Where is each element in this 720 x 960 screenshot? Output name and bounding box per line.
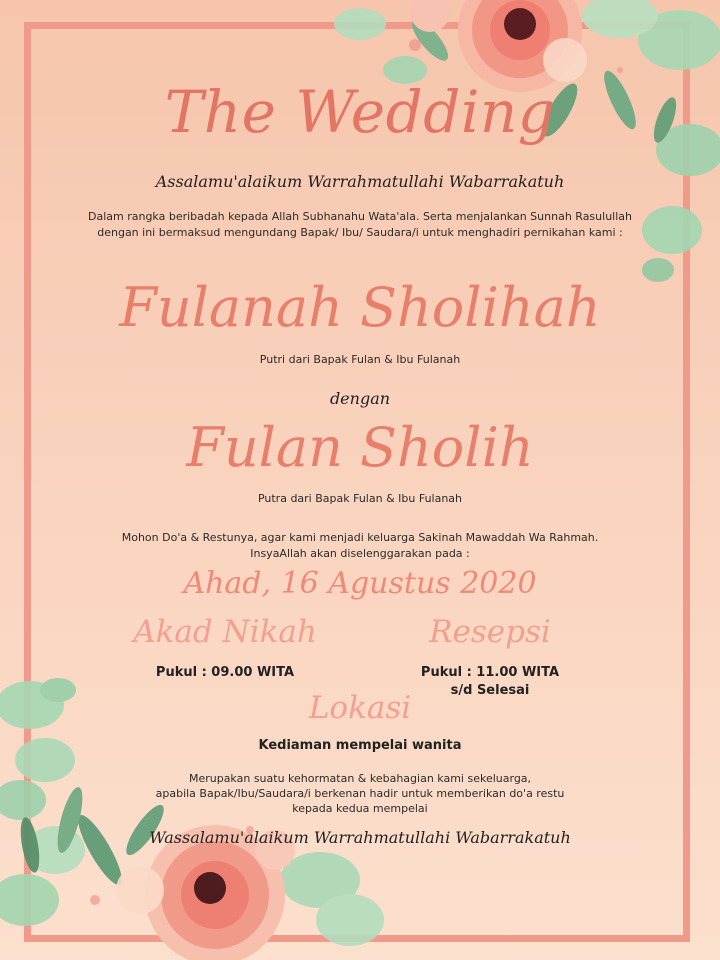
resepsi-end: s/d Selesai [450,683,530,698]
intro-line-1: Dalam rangka beribadah kepada Allah Subhanahu Wata'ala. Serta menjalankan Sunnah Rasulullah [88,210,632,223]
title: The Wedding [164,78,556,146]
closing-text [0,771,720,816]
closing-line-1: Merupakan suatu kehormatan & kebahagian kami sekeluarga, [188,772,532,785]
closing-line-2: apabila Bapak/Ibu/Saudara/i berkenan hadir untuk memberikan do'a restu [155,787,565,800]
venue-text: Kediaman mempelai wanita [258,738,462,753]
location-title: Lokasi [308,690,412,726]
closing-line-3: kepada kedua mempelai [292,802,428,815]
akad-title: Akad Nikah [133,614,317,650]
closing-greeting: Wassalamu'alaikum Warrahmatullahi Wabarrakatuh [149,828,571,847]
prayer-line-1: Mohon Do'a & Restunya, agar kami menjadi keluarga Sakinah Mawaddah Wa Rahmah. [121,531,599,544]
bride-parents: Putri dari Bapak Fulan & Ibu Fulanah [259,353,461,366]
prayer-text [0,530,720,562]
intro-line-2: dengan ini bermaksud mengundang Bapak/ Ibu/ Saudara/i untuk menghadiri pernikahan kami : [97,226,623,239]
akad-time: Pukul : 09.00 WITA [155,665,295,680]
floral-top-right-icon [320,0,720,300]
intro-text [0,209,720,241]
event-date: Ahad, 16 Agustus 2020 [183,566,537,601]
resepsi-time: Pukul : 11.00 WITA [420,665,560,680]
opening-greeting: Assalamu'alaikum Warrahmatullahi Wabarrakatuh [155,172,565,191]
prayer-line-2: InsyaAllah akan diselenggarakan pada : [250,547,470,560]
groom-parents: Putra dari Bapak Fulan & Ibu Fulanah [257,492,463,505]
groom-name: Fulan Sholih [186,416,534,479]
resepsi-title: Resepsi [429,614,551,650]
connector-text: dengan [329,389,391,408]
bride-name: Fulanah Sholihah [119,276,601,339]
